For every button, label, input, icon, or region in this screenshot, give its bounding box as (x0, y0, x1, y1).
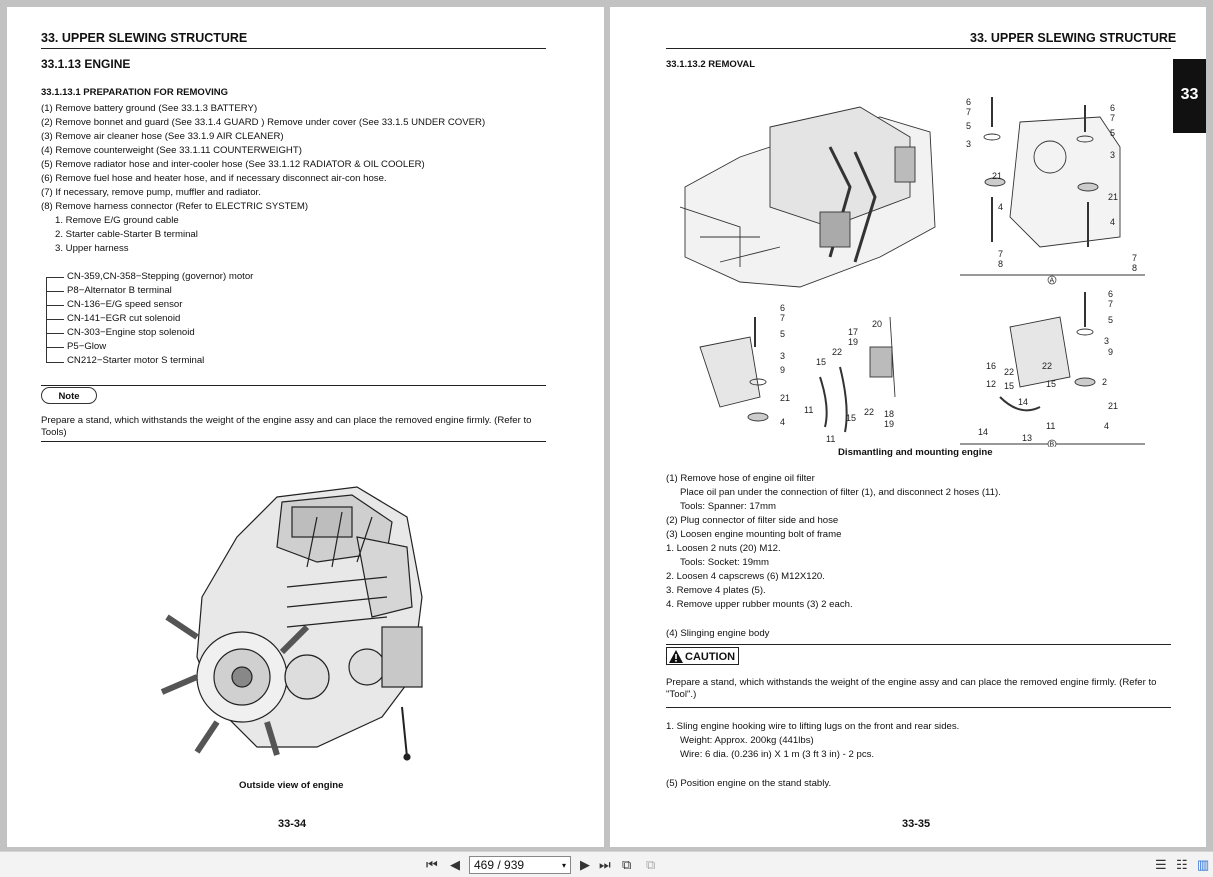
svg-text:22: 22 (1042, 361, 1053, 371)
step-8: (8) Remove harness connector (Refer to ELECTRIC SYSTEM) (41, 201, 309, 212)
detail-b-marker: B (1049, 441, 1055, 447)
step-4: (4) Remove counterweight (See 33.1.11 COUNTERWEIGHT) (41, 145, 302, 156)
section-title: 33.1.13 ENGINE (41, 57, 131, 71)
continuous-view-icon[interactable]: ☷ (1176, 857, 1188, 872)
step-1: (1) Remove battery ground (See 33.1.3 BATTERY) (41, 103, 258, 114)
svg-text:11: 11 (826, 434, 836, 444)
svg-text:8: 8 (1132, 263, 1138, 273)
svg-text:15: 15 (816, 357, 827, 367)
tree-branch (46, 319, 64, 320)
svg-text:22: 22 (864, 407, 875, 417)
step-3: (3) Remove air cleaner hose (See 33.1.9 AIR CLEANER) (41, 131, 284, 142)
svg-text:14: 14 (1018, 397, 1029, 407)
page-indicator: 469 / 939 (474, 858, 525, 872)
instruction-1: (1) Remove hose of engine oil filter (666, 473, 815, 484)
engine-outside-view-illustration (157, 477, 447, 767)
last-page-icon[interactable]: ⏭ (599, 857, 611, 872)
connector-tree-trunk (46, 277, 47, 363)
svg-text:13: 13 (1022, 433, 1033, 443)
svg-text:7: 7 (966, 107, 972, 117)
svg-text:19: 19 (884, 419, 895, 429)
svg-text:20: 20 (872, 319, 883, 329)
svg-text:9: 9 (1108, 347, 1114, 357)
sub-step-2: 2. Starter cable-Starter B terminal (55, 229, 198, 240)
svg-text:6: 6 (966, 97, 972, 107)
step-5: (5) Remove radiator hose and inter-cooler hose (See 33.1.12 RADIATOR & OIL COOLER) (41, 159, 425, 170)
instruction-1-detail: Place oil pan under the connection of filter (1), and disconnect 2 hoses (11). (680, 487, 1001, 498)
instruction-3-tools: Tools: Socket: 19mm (680, 557, 770, 568)
instruction-1-tools: Tools: Spanner: 17mm (680, 501, 776, 512)
first-page-icon[interactable]: ⏮ (426, 857, 438, 872)
svg-text:18: 18 (884, 409, 895, 419)
caution-badge (666, 647, 739, 665)
navigation-toolbar (0, 851, 1213, 877)
caution-label: CAUTION (685, 650, 736, 663)
caution-bottom-rule (666, 707, 1171, 708)
svg-text:5: 5 (780, 329, 786, 339)
tree-branch (46, 305, 64, 306)
sling-wire: Wire: 6 dia. (0.236 in) X 1 m (3 ft 3 in) - 2 pcs. (680, 749, 875, 760)
svg-text:15: 15 (1046, 379, 1057, 389)
caution-top-rule (666, 644, 1171, 645)
dismantling-diagram (680, 87, 1150, 447)
svg-text:6: 6 (1110, 103, 1116, 113)
sling-step-1: 1. Sling engine hooking wire to lifting lugs on the front and rear sides. (666, 721, 960, 732)
svg-text:7: 7 (1132, 253, 1138, 263)
page-header: 33. UPPER SLEWING STRUCTURE (970, 31, 1177, 45)
view-mode-icon[interactable]: ⧉ (622, 857, 632, 872)
svg-text:4: 4 (780, 417, 786, 427)
dismantling-figure-caption: Dismantling and mounting engine (838, 447, 993, 458)
step-6: (6) Remove fuel hose and heater hose, and if necessary disconnect air-con hose. (41, 173, 387, 184)
svg-text:11: 11 (1046, 421, 1056, 431)
note-rule (41, 385, 546, 386)
tree-branch (46, 291, 64, 292)
instruction-3-step-4: 4. Remove upper rubber mounts (3) 2 each. (666, 599, 853, 610)
connector-item: P8−Alternator B terminal (67, 285, 172, 296)
svg-text:9: 9 (780, 365, 786, 375)
page-dropdown-icon[interactable]: ▾ (561, 860, 566, 870)
svg-text:4: 4 (998, 202, 1004, 212)
svg-text:6: 6 (780, 303, 786, 313)
connector-item: CN212−Starter motor S terminal (67, 355, 205, 366)
page-33-35 (610, 7, 1206, 847)
tree-branch (46, 277, 64, 278)
sub-step-1: 1. Remove E/G ground cable (55, 215, 179, 226)
svg-text:15: 15 (846, 413, 857, 423)
svg-text:19: 19 (848, 337, 859, 347)
subsection-title: 33.1.13.1 PREPARATION FOR REMOVING (41, 87, 229, 98)
header-rule (41, 48, 546, 49)
tree-branch (46, 347, 64, 348)
svg-text:11: 11 (804, 405, 814, 415)
page-number: 33-34 (278, 818, 307, 830)
header-rule (666, 48, 1171, 49)
engine-figure-caption: Outside view of engine (239, 780, 344, 791)
page-33-34 (7, 7, 604, 847)
svg-text:3: 3 (1110, 150, 1116, 160)
connector-item: CN-359,CN-358−Stepping (governor) motor (67, 271, 254, 282)
svg-text:2: 2 (1102, 377, 1108, 387)
connector-item: CN-141−EGR cut solenoid (67, 313, 181, 324)
tree-branch (46, 333, 64, 334)
svg-text:7: 7 (1108, 299, 1114, 309)
svg-text:22: 22 (1004, 367, 1015, 377)
page-number-input[interactable] (469, 856, 571, 874)
svg-text:5: 5 (1108, 315, 1114, 325)
sling-weight: Weight: Approx. 200kg (441lbs) (680, 735, 814, 746)
svg-text:5: 5 (1110, 128, 1116, 138)
svg-text:6: 6 (1108, 289, 1114, 299)
svg-text:3: 3 (780, 351, 786, 361)
connector-item: CN-303−Engine stop solenoid (67, 327, 195, 338)
svg-text:14: 14 (978, 427, 989, 437)
prev-page-icon[interactable]: ◀ (450, 857, 460, 872)
step-7: (7) If necessary, remove pump, muffler and radiator. (41, 187, 261, 198)
subsection-title: 33.1.13.2 REMOVAL (666, 59, 756, 70)
instruction-3-step-3: 3. Remove 4 plates (5). (666, 585, 766, 596)
svg-text:7: 7 (998, 249, 1004, 259)
svg-text:4: 4 (1110, 217, 1116, 227)
instruction-3-step-1: 1. Loosen 2 nuts (20) M12. (666, 543, 781, 554)
svg-text:21: 21 (1108, 401, 1119, 411)
view-mode-alt-icon[interactable]: ⧉ (646, 857, 656, 872)
sub-step-3: 3. Upper harness (55, 243, 129, 254)
caution-text: Prepare a stand, which withstands the weight of the engine assy and can place the removed engine firmly. (Refer to "Tool".) (666, 677, 1157, 700)
step-2: (2) Remove bonnet and guard (See 33.1.4 GUARD ) Remove under cover (See 33.1.5 UNDER COVER) (41, 117, 486, 128)
single-page-view-icon[interactable]: ☰ (1155, 857, 1167, 872)
svg-text:4: 4 (1104, 421, 1110, 431)
note-badge: Note (41, 387, 97, 404)
instruction-4: (4) Slinging engine body (666, 628, 770, 639)
instruction-3: (3) Loosen engine mounting bolt of frame (666, 529, 842, 540)
svg-text:22: 22 (832, 347, 843, 357)
svg-text:7: 7 (780, 313, 786, 323)
connector-item: CN-136−E/G speed sensor (67, 299, 183, 310)
svg-text:21: 21 (780, 393, 791, 403)
svg-text:21: 21 (992, 171, 1003, 181)
svg-text:15: 15 (1004, 381, 1015, 391)
warning-triangle-icon (669, 650, 683, 663)
svg-text:17: 17 (848, 327, 859, 337)
tree-branch (46, 362, 64, 363)
instruction-5: (5) Position engine on the stand stably. (666, 778, 832, 789)
svg-text:16: 16 (986, 361, 997, 371)
svg-text:5: 5 (966, 121, 972, 131)
svg-text:21: 21 (1108, 192, 1119, 202)
detail-a-marker: A (1049, 277, 1055, 285)
next-page-icon[interactable]: ▶ (580, 857, 590, 872)
svg-text:7: 7 (1110, 113, 1116, 123)
connector-item: P5−Glow (67, 341, 107, 352)
svg-text:8: 8 (998, 259, 1004, 269)
page-number: 33-35 (902, 818, 931, 830)
svg-text:12: 12 (986, 379, 997, 389)
note-end-rule (41, 441, 546, 442)
svg-text:3: 3 (966, 139, 972, 149)
instruction-2: (2) Plug connector of filter side and hose (666, 515, 839, 526)
facing-pages-view-icon[interactable]: ▥ (1197, 857, 1210, 872)
svg-text:3: 3 (1104, 336, 1110, 346)
note-text: Prepare a stand, which withstands the weight of the engine assy and can place the removed engine firmly. (Refer to Tools) (41, 415, 532, 438)
instruction-3-step-2: 2. Loosen 4 capscrews (6) M12X120. (666, 571, 825, 582)
page-header: 33. UPPER SLEWING STRUCTURE (41, 31, 248, 45)
chapter-tab: 33 (1173, 59, 1206, 133)
